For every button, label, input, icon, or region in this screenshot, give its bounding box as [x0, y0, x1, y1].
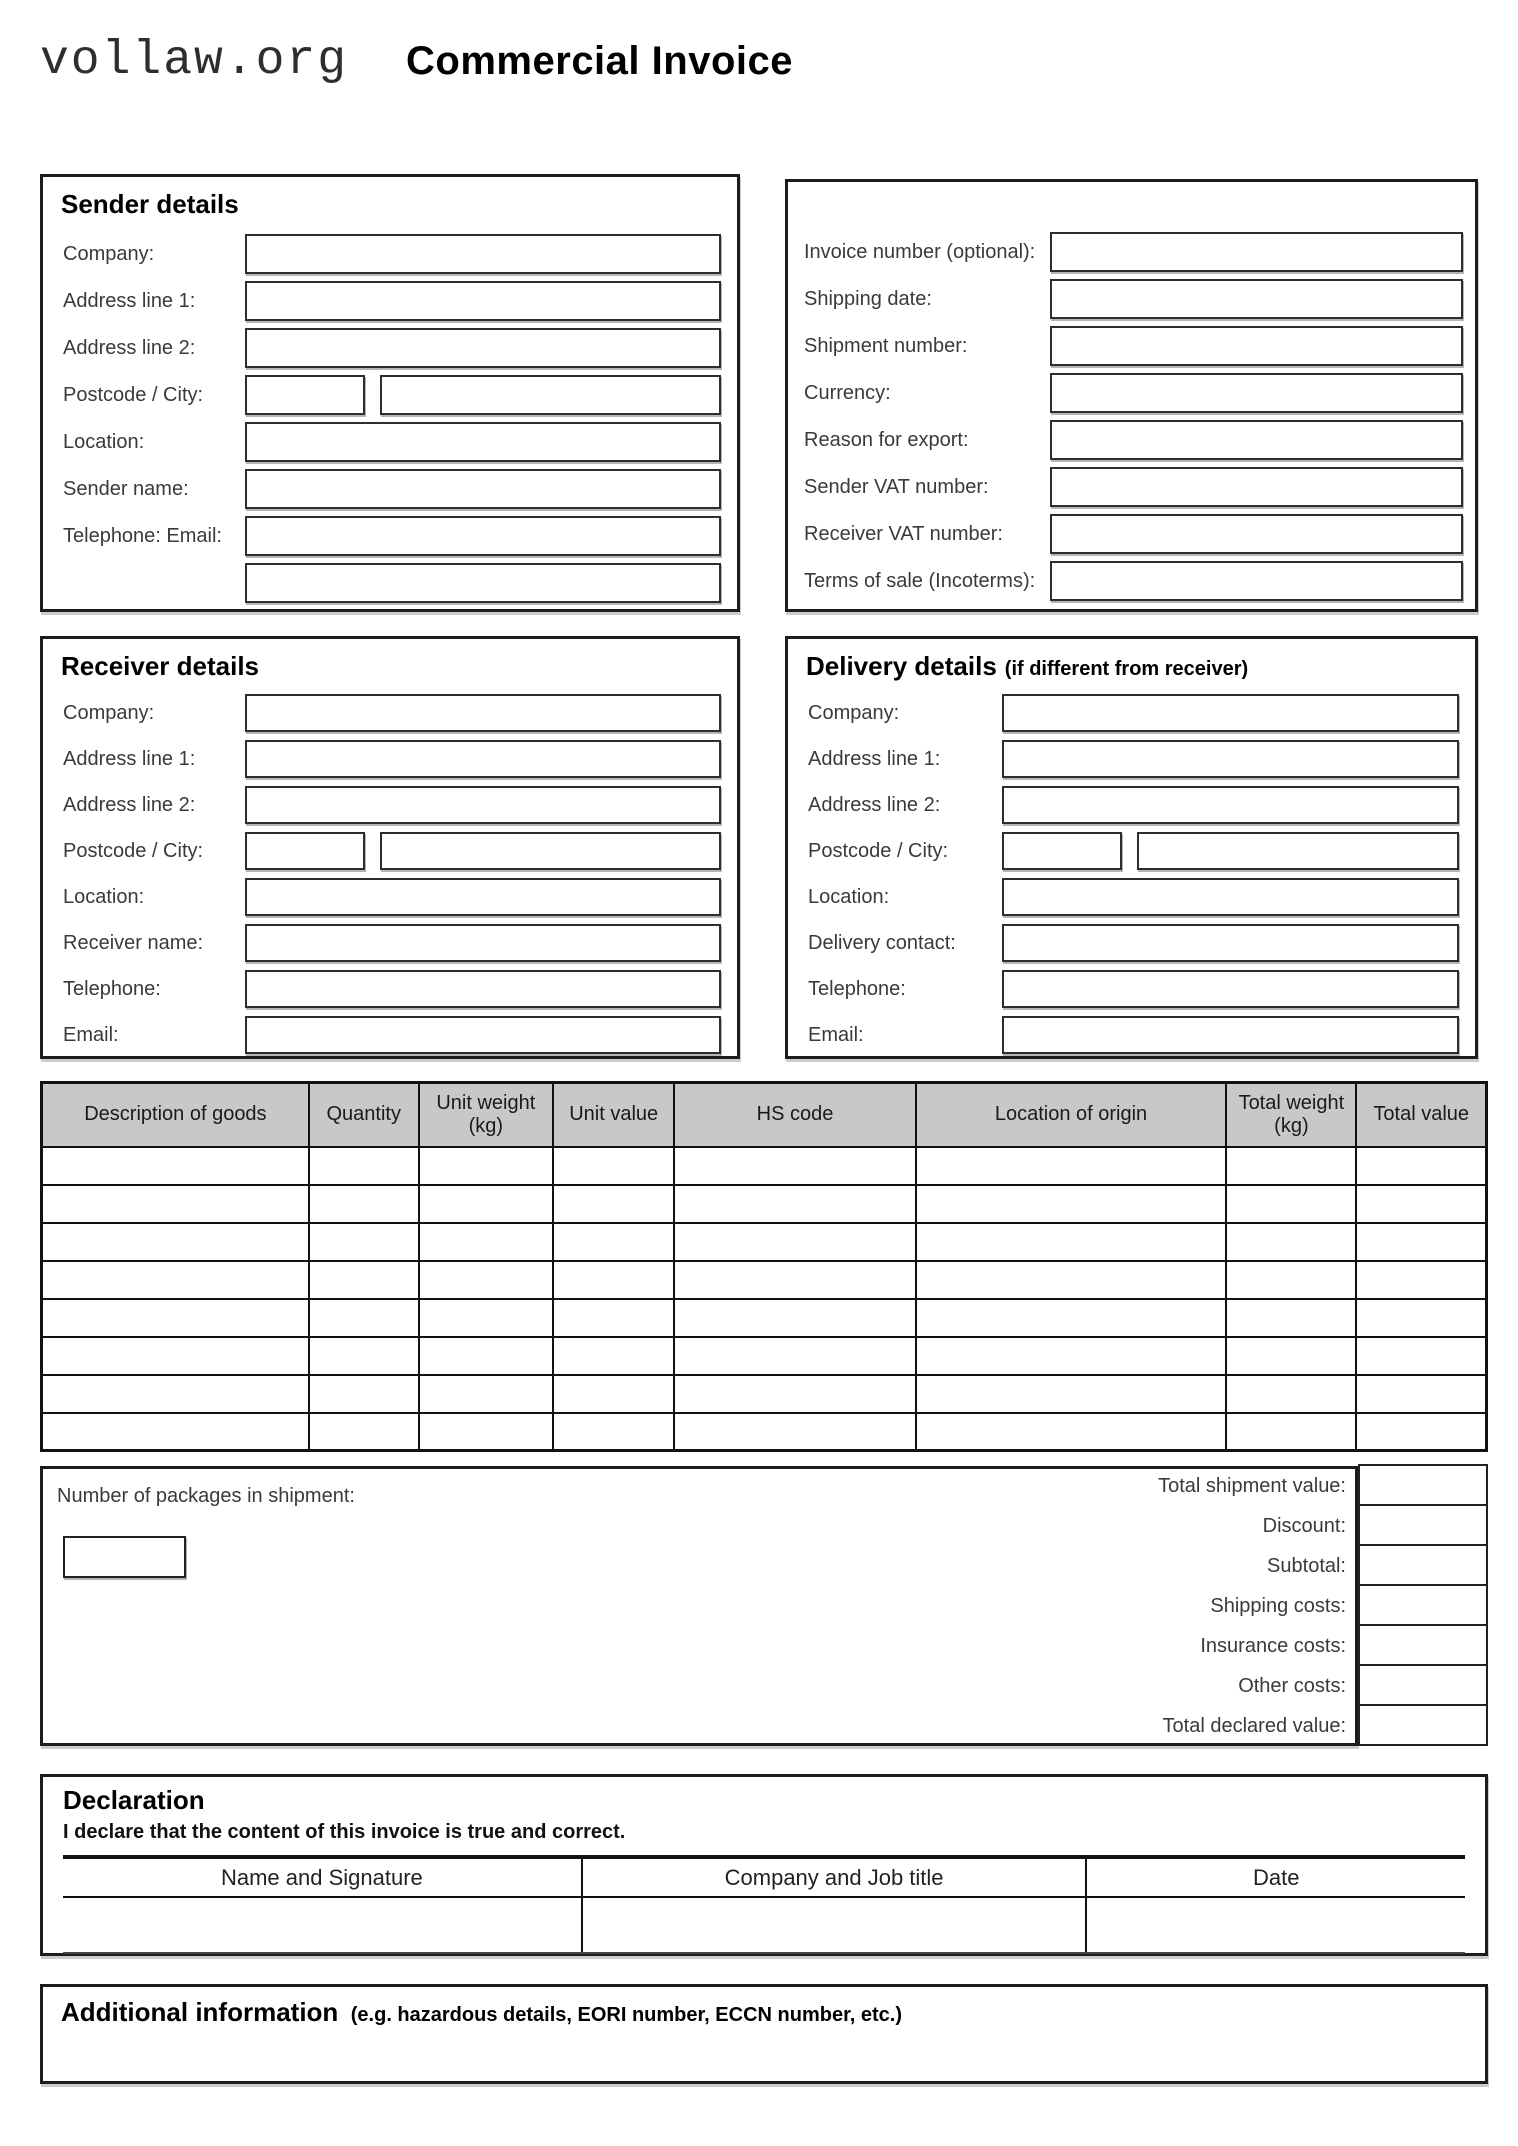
goods-column-header: Total value	[1356, 1083, 1486, 1147]
goods-cell-total-value[interactable]	[1356, 1299, 1486, 1337]
goods-cell-total-weight[interactable]	[1226, 1223, 1356, 1261]
top-section	[40, 174, 1488, 612]
field-label: Shipping date:	[804, 287, 932, 310]
goods-cell-quantity[interactable]	[309, 1261, 419, 1299]
goods-table-row	[42, 1261, 1487, 1299]
goods-cell-hs-code[interactable]	[674, 1299, 915, 1337]
field-input[interactable]	[245, 516, 721, 556]
totals-label: Other costs:	[1238, 1674, 1346, 1697]
field-input[interactable]	[245, 786, 721, 824]
city-input[interactable]	[1137, 832, 1459, 870]
field-label: Address line 2:	[63, 336, 196, 359]
form-field-row	[59, 740, 721, 778]
field-input[interactable]	[245, 234, 721, 274]
goods-column-header: Unit weight (kg)	[419, 1083, 553, 1147]
goods-column-header: Total weight (kg)	[1226, 1083, 1356, 1147]
middle-section	[40, 636, 1488, 1059]
field-input[interactable]	[245, 328, 721, 368]
totals-label: Insurance costs:	[1200, 1634, 1346, 1657]
field-input[interactable]	[245, 563, 721, 603]
form-field-row	[59, 422, 721, 462]
totals-value-box[interactable]	[1358, 1624, 1488, 1666]
form-field-row	[59, 516, 721, 556]
goods-column-header: HS code	[674, 1083, 915, 1147]
form-field-row	[59, 970, 721, 1008]
receiver-fields	[59, 694, 721, 1054]
goods-cell-total-value[interactable]	[1356, 1185, 1486, 1223]
form-field-row	[59, 563, 721, 603]
totals-row	[928, 1666, 1488, 1706]
goods-cell-description[interactable]	[42, 1413, 309, 1451]
form-field-row	[59, 375, 721, 415]
form-field-row	[59, 281, 721, 321]
field-input[interactable]	[245, 878, 721, 916]
goods-cell-origin[interactable]	[916, 1375, 1227, 1413]
packages-count-input[interactable]	[63, 1536, 186, 1578]
goods-cell-unit-weight[interactable]	[419, 1375, 553, 1413]
field-label: Postcode / City:	[63, 839, 204, 862]
goods-cell-origin[interactable]	[916, 1337, 1227, 1375]
declaration-entry-row	[63, 1897, 1465, 1953]
field-input[interactable]	[1002, 786, 1459, 824]
goods-table-row	[42, 1337, 1487, 1375]
goods-cell-unit-weight[interactable]	[419, 1261, 553, 1299]
totals-column	[928, 1466, 1488, 1746]
field-label: Telephone:	[808, 977, 906, 1000]
field-label: Location:	[63, 885, 145, 908]
field-input[interactable]	[1050, 232, 1463, 272]
form-field-row	[804, 786, 1459, 824]
additional-info-title: Additional information	[61, 1997, 339, 2027]
goods-cell-total-weight[interactable]	[1226, 1413, 1356, 1451]
goods-cell-quantity[interactable]	[309, 1185, 419, 1223]
field-label: Company:	[63, 701, 155, 724]
goods-cell-description[interactable]	[42, 1299, 309, 1337]
goods-cell-unit-weight[interactable]	[419, 1147, 553, 1185]
form-field-row	[800, 232, 1463, 272]
declaration-title: Declaration	[63, 1785, 205, 1815]
form-field-row	[804, 740, 1459, 778]
goods-cell-quantity[interactable]	[309, 1299, 419, 1337]
goods-table-row	[42, 1223, 1487, 1261]
field-input[interactable]	[245, 422, 721, 462]
form-field-row	[800, 326, 1463, 366]
totals-value-box[interactable]	[1358, 1584, 1488, 1626]
goods-cell-hs-code[interactable]	[674, 1147, 915, 1185]
field-input[interactable]	[245, 281, 721, 321]
field-input[interactable]	[1050, 326, 1463, 366]
goods-cell-hs-code[interactable]	[674, 1337, 915, 1375]
goods-cell-description[interactable]	[42, 1147, 309, 1185]
goods-cell-unit-weight[interactable]	[419, 1223, 553, 1261]
totals-label: Shipping costs:	[1210, 1594, 1346, 1617]
form-field-row	[59, 878, 721, 916]
totals-value-box[interactable]	[1358, 1664, 1488, 1706]
page-header	[40, 30, 1488, 92]
totals-row	[928, 1626, 1488, 1666]
additional-info-title-row	[61, 1997, 1467, 2028]
field-input[interactable]	[1050, 279, 1463, 319]
goods-cell-description[interactable]	[42, 1223, 309, 1261]
goods-cell-total-value[interactable]	[1356, 1223, 1486, 1261]
goods-cell-quantity[interactable]	[309, 1413, 419, 1451]
totals-section	[40, 1466, 1488, 1746]
totals-row	[928, 1706, 1488, 1746]
totals-row	[928, 1586, 1488, 1626]
goods-cell-unit-value[interactable]	[553, 1223, 674, 1261]
shipment-details-section	[785, 179, 1478, 612]
form-field-row	[804, 970, 1459, 1008]
declaration-statement: I declare that the content of this invoice is true and correct.	[63, 1821, 626, 1843]
field-label: Address line 1:	[63, 289, 196, 312]
goods-cell-hs-code[interactable]	[674, 1261, 915, 1299]
field-input[interactable]	[1002, 924, 1459, 962]
field-label: Shipment number:	[804, 334, 968, 357]
form-field-row	[800, 514, 1463, 554]
totals-label: Discount:	[1262, 1514, 1346, 1537]
form-field-row	[804, 694, 1459, 732]
goods-cell-unit-value[interactable]	[553, 1375, 674, 1413]
field-label: Receiver name:	[63, 931, 204, 954]
field-input[interactable]	[245, 469, 721, 509]
totals-value-box[interactable]	[1358, 1544, 1488, 1586]
field-input[interactable]	[1002, 740, 1459, 778]
form-field-row	[59, 924, 721, 962]
field-label: Reason for export:	[804, 428, 969, 451]
form-field-row	[804, 1016, 1459, 1054]
field-input[interactable]	[245, 740, 721, 778]
form-field-row	[800, 420, 1463, 460]
field-input[interactable]	[1002, 878, 1459, 916]
goods-cell-unit-value[interactable]	[553, 1261, 674, 1299]
goods-cell-unit-value[interactable]	[553, 1413, 674, 1451]
totals-row	[928, 1506, 1488, 1546]
goods-table-header-row	[42, 1083, 1487, 1147]
form-field-row	[800, 561, 1463, 601]
goods-cell-total-weight[interactable]	[1226, 1299, 1356, 1337]
form-field-row	[59, 786, 721, 824]
shipment-fields	[800, 232, 1463, 601]
field-label: Delivery contact:	[808, 931, 956, 954]
goods-cell-origin[interactable]	[916, 1147, 1227, 1185]
goods-table-row	[42, 1299, 1487, 1337]
goods-table-row	[42, 1375, 1487, 1413]
goods-cell-quantity[interactable]	[309, 1147, 419, 1185]
goods-cell-unit-weight[interactable]	[419, 1337, 553, 1375]
field-label: Company:	[808, 701, 900, 724]
goods-cell-description[interactable]	[42, 1375, 309, 1413]
totals-row	[928, 1546, 1488, 1586]
goods-cell-total-weight[interactable]	[1226, 1337, 1356, 1375]
goods-table-row	[42, 1147, 1487, 1185]
receiver-details-title: Receiver details	[61, 651, 260, 681]
goods-cell-total-weight[interactable]	[1226, 1147, 1356, 1185]
goods-table-row	[42, 1413, 1487, 1451]
form-field-row	[800, 467, 1463, 507]
goods-cell-origin[interactable]	[916, 1299, 1227, 1337]
field-label: Address line 1:	[808, 747, 941, 770]
field-label: Address line 2:	[808, 793, 941, 816]
goods-cell-hs-code[interactable]	[674, 1185, 915, 1223]
goods-cell-origin[interactable]	[916, 1223, 1227, 1261]
field-input[interactable]	[245, 694, 721, 732]
goods-cell-description[interactable]	[42, 1337, 309, 1375]
field-input[interactable]	[245, 924, 721, 962]
declaration-column-header: Company and Job title	[582, 1857, 1087, 1897]
field-label: Location:	[808, 885, 890, 908]
form-field-row	[59, 469, 721, 509]
field-input[interactable]	[1002, 970, 1459, 1008]
city-input[interactable]	[380, 375, 721, 415]
field-input[interactable]	[1002, 694, 1459, 732]
delivery-title-text: Delivery details	[806, 651, 997, 681]
goods-cell-total-weight[interactable]	[1226, 1261, 1356, 1299]
declaration-column-header: Name and Signature	[63, 1857, 582, 1897]
field-input[interactable]	[245, 1016, 721, 1054]
goods-cell-total-weight[interactable]	[1226, 1375, 1356, 1413]
form-field-row	[804, 832, 1459, 870]
goods-cell-origin[interactable]	[916, 1261, 1227, 1299]
field-label: Currency:	[804, 381, 891, 404]
goods-cell-total-weight[interactable]	[1226, 1185, 1356, 1223]
goods-cell-unit-weight[interactable]	[419, 1185, 553, 1223]
goods-cell-description[interactable]	[42, 1185, 309, 1223]
totals-label: Subtotal:	[1267, 1554, 1346, 1577]
form-field-row	[59, 832, 721, 870]
additional-info-subtitle: (e.g. hazardous details, EORI number, ECCN number, etc.)	[350, 2004, 902, 2026]
field-label: Location:	[63, 430, 145, 453]
declaration-section	[40, 1774, 1488, 1956]
declaration-table	[63, 1855, 1465, 1954]
form-field-row	[804, 924, 1459, 962]
form-field-row	[59, 1016, 721, 1054]
goods-cell-quantity[interactable]	[309, 1223, 419, 1261]
declaration-cell-name-signature[interactable]	[63, 1897, 582, 1953]
field-input[interactable]	[1050, 373, 1463, 413]
packages-label: Number of packages in shipment:	[57, 1485, 355, 1507]
form-field-row	[804, 878, 1459, 916]
delivery-subtitle: (if different from receiver)	[1004, 658, 1249, 680]
field-input[interactable]	[1050, 561, 1463, 601]
field-label: Receiver VAT number:	[804, 522, 1003, 545]
totals-label: Total shipment value:	[1158, 1474, 1346, 1497]
field-label: Address line 1:	[63, 747, 196, 770]
declaration-cell-company-title[interactable]	[582, 1897, 1087, 1953]
field-input[interactable]	[1050, 420, 1463, 460]
field-input[interactable]	[1050, 514, 1463, 554]
field-label: Company:	[63, 242, 155, 265]
sender-details-title: Sender details	[61, 189, 239, 219]
delivery-details-section	[785, 636, 1478, 1059]
field-label: Email:	[63, 1023, 119, 1046]
goods-cell-total-value[interactable]	[1356, 1261, 1486, 1299]
declaration-header-row	[63, 1857, 1465, 1897]
totals-label: Total declared value:	[1162, 1714, 1346, 1737]
postcode-input[interactable]	[245, 832, 365, 870]
goods-cell-unit-value[interactable]	[553, 1147, 674, 1185]
declaration-cell-date[interactable]	[1086, 1897, 1465, 1953]
field-label: Terms of sale (Incoterms):	[804, 569, 1036, 592]
goods-table-row	[42, 1185, 1487, 1223]
receiver-details-section	[40, 636, 740, 1059]
field-label: Postcode / City:	[63, 383, 204, 406]
field-input[interactable]	[245, 970, 721, 1008]
totals-value-box[interactable]	[1358, 1704, 1488, 1746]
totals-row	[928, 1466, 1488, 1506]
goods-cell-unit-weight[interactable]	[419, 1299, 553, 1337]
field-label: Invoice number (optional):	[804, 240, 1036, 263]
declaration-column-header: Date	[1086, 1857, 1465, 1897]
goods-column-header: Location of origin	[916, 1083, 1227, 1147]
field-label: Email:	[808, 1023, 864, 1046]
sender-fields	[59, 234, 721, 603]
goods-column-header: Quantity	[309, 1083, 419, 1147]
goods-cell-quantity[interactable]	[309, 1337, 419, 1375]
form-field-row	[59, 694, 721, 732]
field-label: Sender VAT number:	[804, 475, 989, 498]
additional-info-section[interactable]	[40, 1984, 1488, 2084]
goods-cell-hs-code[interactable]	[674, 1223, 915, 1261]
goods-cell-unit-value[interactable]	[553, 1337, 674, 1375]
goods-column-header: Description of goods	[42, 1083, 309, 1147]
form-field-row	[800, 279, 1463, 319]
sender-details-section	[40, 174, 740, 612]
goods-cell-hs-code[interactable]	[674, 1413, 915, 1451]
field-label: Sender name:	[63, 477, 189, 500]
field-label: Address line 2:	[63, 793, 196, 816]
goods-cell-total-value[interactable]	[1356, 1147, 1486, 1185]
goods-table	[40, 1081, 1488, 1452]
field-input[interactable]	[1002, 1016, 1459, 1054]
goods-cell-unit-value[interactable]	[553, 1185, 674, 1223]
goods-cell-hs-code[interactable]	[674, 1375, 915, 1413]
goods-cell-origin[interactable]	[916, 1185, 1227, 1223]
city-input[interactable]	[380, 832, 721, 870]
postcode-input[interactable]	[1002, 832, 1122, 870]
goods-column-header: Unit value	[553, 1083, 674, 1147]
field-label: Telephone: Email:	[63, 524, 222, 547]
postcode-input[interactable]	[245, 375, 365, 415]
goods-cell-total-value[interactable]	[1356, 1337, 1486, 1375]
goods-cell-unit-value[interactable]	[553, 1299, 674, 1337]
goods-cell-total-value[interactable]	[1356, 1375, 1486, 1413]
field-input[interactable]	[1050, 467, 1463, 507]
form-field-row	[59, 234, 721, 274]
goods-cell-total-value[interactable]	[1356, 1413, 1486, 1451]
goods-cell-quantity[interactable]	[309, 1375, 419, 1413]
goods-cell-origin[interactable]	[916, 1413, 1227, 1451]
goods-table-body	[42, 1147, 1487, 1451]
totals-value-box[interactable]	[1358, 1464, 1488, 1506]
vollaw-logo: vollaw.org	[40, 34, 349, 88]
field-label: Telephone:	[63, 977, 161, 1000]
delivery-fields	[804, 694, 1459, 1054]
form-field-row	[59, 328, 721, 368]
goods-cell-unit-weight[interactable]	[419, 1413, 553, 1451]
goods-cell-description[interactable]	[42, 1261, 309, 1299]
delivery-details-title	[806, 651, 1459, 682]
page-title: Commercial Invoice	[406, 38, 793, 83]
totals-value-box[interactable]	[1358, 1504, 1488, 1546]
field-label: Postcode / City:	[808, 839, 949, 862]
form-field-row	[800, 373, 1463, 413]
